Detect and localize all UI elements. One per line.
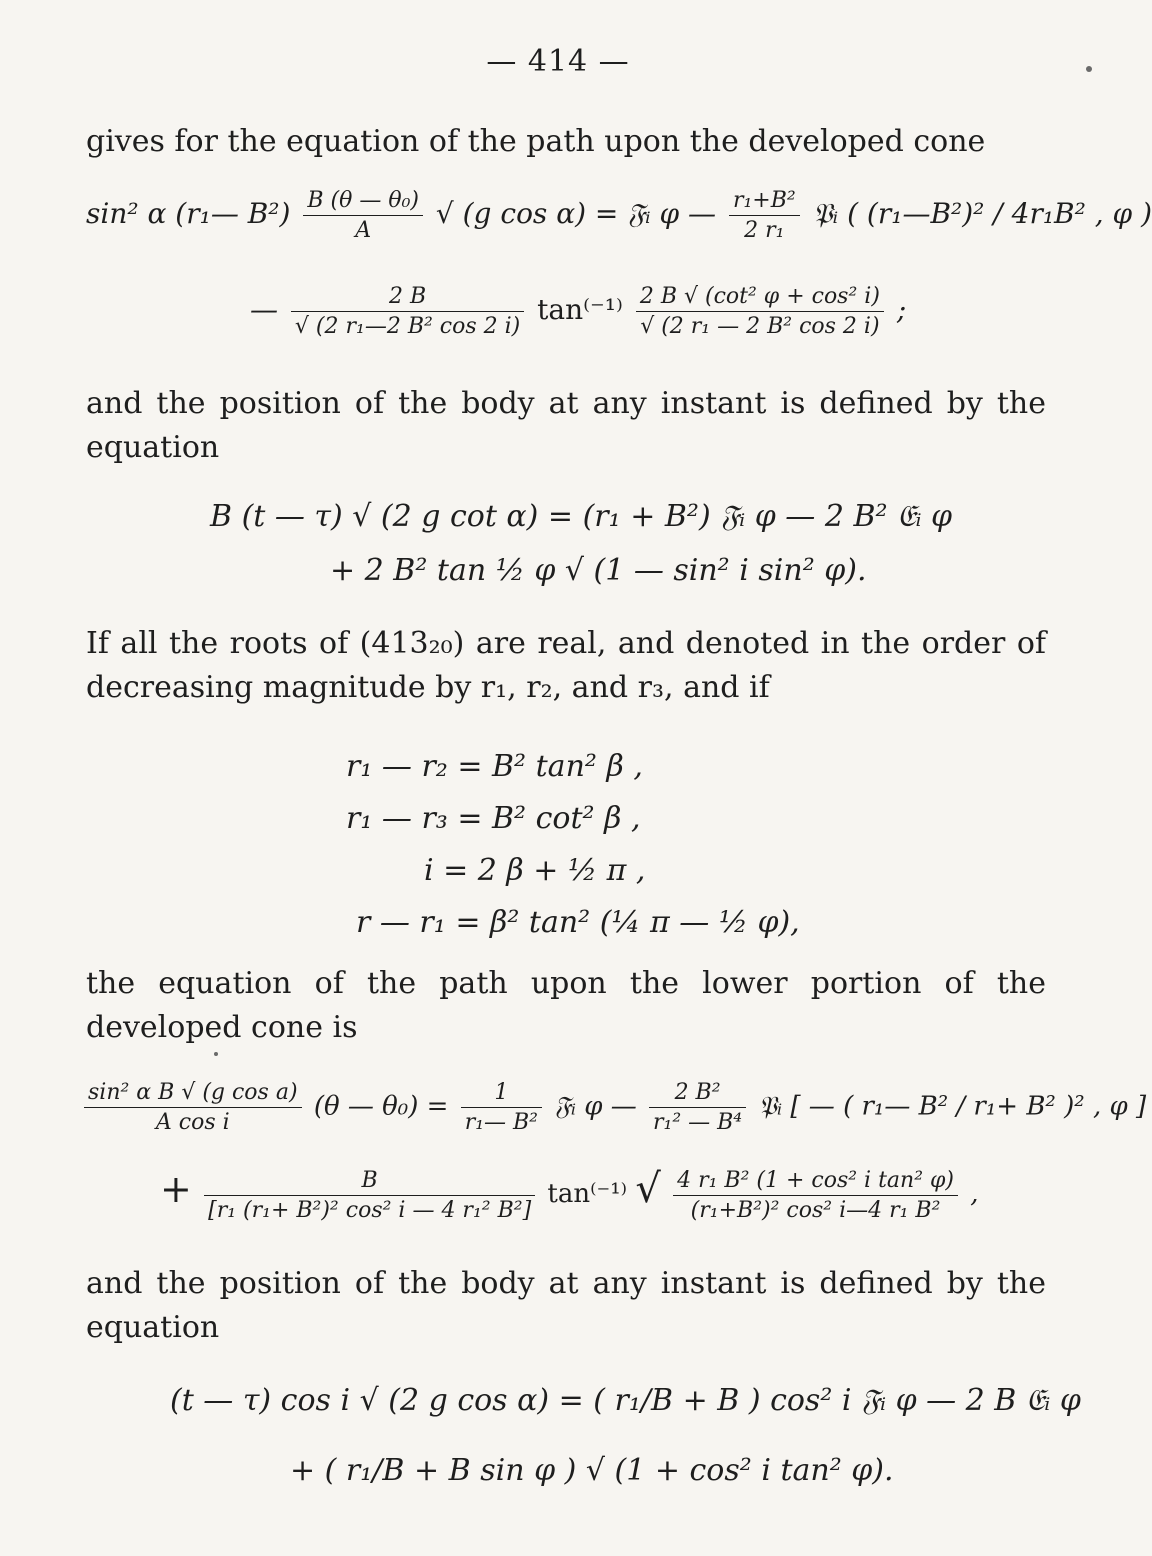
equation-2-line-2: + 2 B² tan ½ φ √ (1 — sin² i sin² φ). — [330, 553, 867, 588]
eq4-l1-frac2-num: 1 — [494, 1080, 509, 1105]
eq1-l1-left: sin² α (r₁— B²) — [86, 197, 291, 230]
eq1-l1-frac2-den: 2 r₁ — [729, 215, 800, 243]
eq4-l2-frac-num: B — [361, 1167, 378, 1193]
eq4-l2-fraction — [204, 1168, 535, 1223]
paragraph-3: If all the roots of (413₂₀) are real, and denoted in the order of decreasing magnitude by r₁, r₂, and r₃, and if — [86, 626, 1046, 705]
eq4-l1-frac3-num: 2 B² — [674, 1080, 721, 1105]
equation-5-line-1: (t — τ) cos i √ (2 g cos α) = ( r₁/B + B ) cos² i 𝔉ᵢ φ — 2 B 𝔈ᵢ φ — [170, 1383, 1081, 1418]
eq4-l1-end: 𝔓ᵢ [ — ( r₁— B² / r₁+ B² )² , φ ] — [758, 1091, 1147, 1122]
paragraph-1: gives for the equation of the path upon the developed cone — [86, 124, 986, 159]
eq1-l1-frac-den: A — [303, 215, 423, 243]
eq4-l1-mid2: 𝔉ᵢ φ — — [554, 1091, 637, 1122]
equation-5-line-2: + ( r₁/B + B sin φ ) √ (1 + cos² i tan² φ). — [290, 1453, 894, 1488]
eq4-l1-frac-den: A cos i — [84, 1107, 302, 1135]
eq4-l1-fraction-2 — [461, 1080, 542, 1135]
eq4-l1-frac-num: sin² α B √ (g cos a) — [88, 1080, 298, 1105]
eq4-l2-fraction-2 — [673, 1168, 958, 1223]
page-number: — 414 — — [486, 44, 630, 79]
eq1-l1-fraction — [303, 188, 423, 243]
eq1-l1-end: 𝔓ᵢ ( (r₁—B²)² / 4r₁B² , φ ) — [812, 197, 1152, 230]
eq4-l2-frac2-den: (r₁+B²)² cos² i—4 r₁ B² — [673, 1195, 958, 1223]
eq1-l2-frac2-num: 2 B √ (cot² φ + cos² i) — [639, 284, 880, 309]
eq1-l1-frac-num: B (θ — θ₀) — [307, 188, 419, 213]
eq1-l2-frac-num: 2 B — [389, 284, 427, 309]
scan-speck — [214, 1052, 218, 1056]
eq1-l1-frac2-num: r₁+B² — [732, 188, 796, 213]
eq1-l2-frac2-den: √ (2 r₁ — 2 B² cos 2 i) — [636, 311, 884, 339]
eq1-l2-fraction — [291, 284, 524, 339]
eq4-l1-frac2-den: r₁— B² — [461, 1107, 542, 1135]
eq4-l2-frac-den: [r₁ (r₁+ B²)² cos² i — 4 r₁² B²] — [204, 1195, 535, 1223]
eq4-l1-fraction-3 — [649, 1080, 746, 1135]
equation-3-line-3: i = 2 β + ½ π , — [424, 853, 646, 888]
equation-4-line-2 — [160, 1166, 1060, 1223]
eq4-l1-mid: (θ — θ₀) = — [313, 1091, 449, 1122]
equation-3-line-4: r — r₁ = β² tan² (¼ π — ½ φ), — [356, 905, 800, 940]
eq1-l2-pre: — — [250, 293, 278, 326]
eq1-l2-tan: tan⁽⁻¹⁾ — [537, 293, 623, 326]
paragraph-2: and the position of the body at any instant is defined by the equation — [86, 386, 1046, 465]
equation-1-line-1 — [86, 188, 1152, 243]
eq1-l2-end: ; — [896, 293, 907, 326]
equation-2-line-1: B (t — τ) √ (2 g cot α) = (r₁ + B²) 𝔉ᵢ φ — 2 B² 𝔈ᵢ φ — [210, 499, 953, 534]
scan-speck — [1086, 66, 1092, 72]
eq1-l2-frac-den: √ (2 r₁—2 B² cos 2 i) — [291, 311, 524, 339]
paragraph-4: the equation of the path upon the lower portion of the developed cone is — [86, 966, 1046, 1045]
eq4-l2-end: , — [970, 1179, 979, 1209]
equation-3-line-1: r₁ — r₂ = B² tan² β , — [346, 749, 643, 784]
eq4-l2-pre: + — [160, 1167, 192, 1211]
eq4-l1-fraction — [84, 1080, 302, 1135]
paragraph-5: and the position of the body at any instant is defined by the equation — [86, 1266, 1046, 1345]
equation-3-line-2: r₁ — r₃ = B² cot² β , — [346, 801, 641, 836]
eq1-l2-fraction-2 — [636, 284, 884, 339]
eq1-l1-mid: √ (g cos α) = 𝔉ᵢ φ — — [435, 197, 717, 230]
eq1-l1-fraction-2 — [729, 188, 800, 243]
sqrt-icon: √ — [635, 1166, 661, 1212]
equation-1-line-2 — [250, 284, 1070, 339]
eq4-l2-tan: tan⁽⁻¹⁾ — [547, 1179, 628, 1209]
eq4-l1-frac3-den: r₁² — B⁴ — [649, 1107, 746, 1135]
eq4-l2-frac2-num: 4 r₁ B² (1 + cos² i tan² φ) — [677, 1167, 955, 1193]
equation-4-line-1 — [80, 1080, 1147, 1135]
